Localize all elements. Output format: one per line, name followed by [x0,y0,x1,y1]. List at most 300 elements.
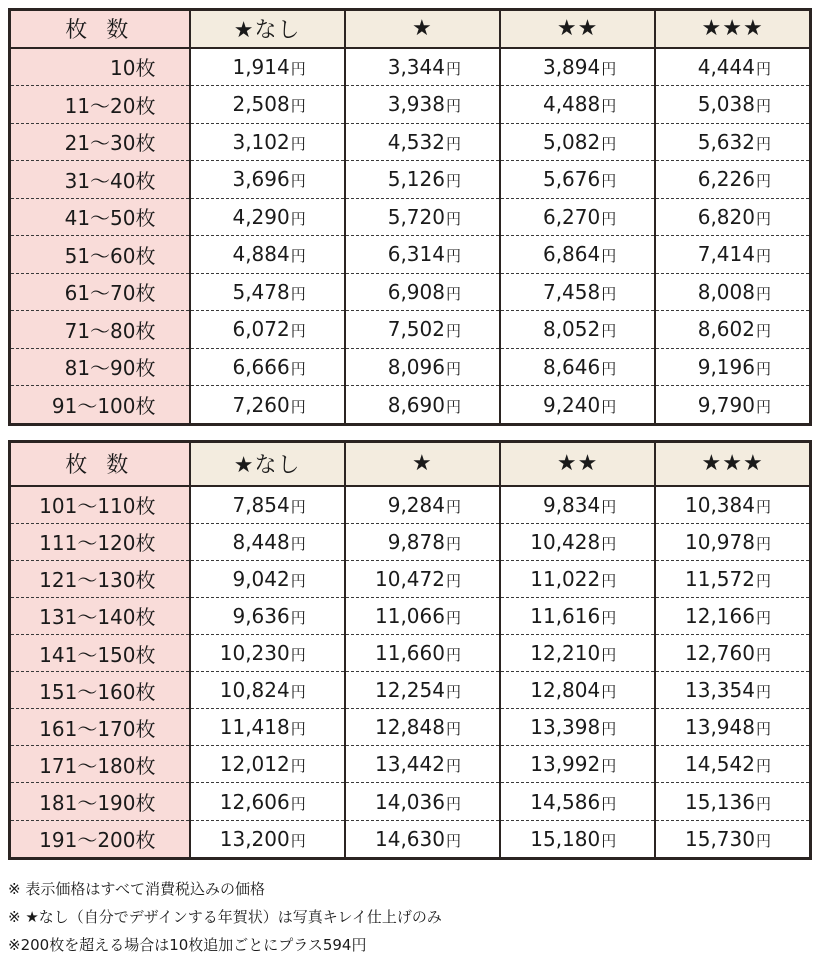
price-cell-two [500,635,655,672]
price-value: 5,676 [542,167,601,192]
currency-unit: 円 [755,322,771,341]
currency-unit: 円 [290,172,306,191]
price-cell-one [345,709,500,746]
price-cell-three [655,486,810,524]
price-cell-three [655,198,810,236]
price-cell-one [345,198,500,236]
price-cell-one [345,783,500,820]
table-row [10,236,811,274]
row-label: 161〜170枚 [10,709,190,746]
currency-unit: 円 [445,134,461,153]
price-cell-none [190,86,345,124]
currency-unit: 円 [290,831,306,850]
price-cell-three [655,348,810,386]
currency-unit: 円 [445,209,461,228]
price-value: 15,136 [685,789,755,814]
currency-unit: 円 [755,209,771,228]
price-value: 4,884 [232,242,290,267]
table-row [10,198,811,236]
table-header-row [10,442,811,486]
currency-unit: 円 [290,247,306,266]
currency-unit: 円 [290,359,306,378]
currency-unit: 円 [445,683,461,702]
header-two-star: ★★ [500,10,655,48]
table-body [10,486,811,859]
row-label: 171〜180枚 [10,746,190,783]
price-cell-two [500,386,655,425]
currency-unit: 円 [601,646,617,665]
price-value: 14,036 [375,789,445,814]
currency-unit: 円 [445,172,461,191]
currency-unit: 円 [755,683,771,702]
row-label: 31〜40枚 [10,161,190,199]
price-value: 12,012 [219,752,290,777]
price-cell-three [655,236,810,274]
price-value: 5,126 [387,167,445,192]
price-cell-two [500,86,655,124]
currency-unit: 円 [290,134,306,153]
table-row [10,783,811,820]
row-label: 10枚 [10,48,190,86]
currency-unit: 円 [601,683,617,702]
price-cell-none [190,311,345,349]
price-value: 15,730 [685,826,755,851]
currency-unit: 円 [755,59,771,78]
price-cell-none [190,123,345,161]
price-value: 11,616 [530,603,601,628]
price-cell-one [345,386,500,425]
price-value: 12,760 [685,641,755,666]
price-value: 11,418 [219,715,290,740]
currency-unit: 円 [601,757,617,776]
table-header-row [10,10,811,48]
row-label: 101〜110枚 [10,486,190,524]
table-row [10,709,811,746]
table-body [10,48,811,425]
price-value: 5,478 [232,279,290,304]
price-cell-one [345,348,500,386]
currency-unit: 円 [755,284,771,303]
price-value: 7,458 [542,279,601,304]
price-cell-one [345,560,500,597]
currency-unit: 円 [755,172,771,191]
table-row [10,311,811,349]
price-cell-three [655,709,810,746]
price-cell-none [190,348,345,386]
currency-unit: 円 [445,322,461,341]
price-value: 8,008 [697,279,755,304]
price-value: 13,354 [685,678,755,703]
price-value: 9,240 [542,392,601,417]
price-value: 14,630 [375,826,445,851]
price-value: 13,948 [685,715,755,740]
price-value: 6,314 [387,242,445,267]
currency-unit: 円 [601,831,617,850]
currency-unit: 円 [445,397,461,416]
currency-unit: 円 [445,720,461,739]
footnote-no-star: ※ ★なし（自分でデザインする年賀状）は写真キレイ仕上げのみ [8,908,442,926]
price-cell-one [345,597,500,634]
price-value: 10,978 [685,529,755,554]
table-row [10,86,811,124]
price-value: 6,270 [542,204,601,229]
row-label: 91〜100枚 [10,386,190,425]
row-label: 151〜160枚 [10,672,190,709]
price-cell-two [500,672,655,709]
row-label: 111〜120枚 [10,523,190,560]
price-cell-two [500,560,655,597]
table-row [10,48,811,86]
row-label: 11〜20枚 [10,86,190,124]
price-cell-three [655,635,810,672]
currency-unit: 円 [290,209,306,228]
table-row [10,820,811,858]
price-cell-two [500,746,655,783]
price-cell-two [500,123,655,161]
price-cell-three [655,560,810,597]
currency-unit: 円 [290,571,306,590]
currency-unit: 円 [290,683,306,702]
price-value: 10,824 [219,678,290,703]
price-cell-three [655,597,810,634]
price-value: 6,666 [232,354,290,379]
price-value: 9,878 [387,529,445,554]
price-value: 11,066 [375,603,445,628]
price-cell-none [190,783,345,820]
currency-unit: 円 [445,97,461,116]
table-row [10,486,811,524]
price-value: 9,834 [542,492,601,517]
price-cell-none [190,198,345,236]
price-cell-three [655,746,810,783]
currency-unit: 円 [290,757,306,776]
price-value: 7,854 [232,492,290,517]
price-value: 5,632 [697,129,755,154]
currency-unit: 円 [445,497,461,516]
price-cell-two [500,236,655,274]
row-label: 191〜200枚 [10,820,190,858]
currency-unit: 円 [755,247,771,266]
price-value: 5,082 [542,129,601,154]
price-cell-two [500,523,655,560]
currency-unit: 円 [601,720,617,739]
price-value: 6,908 [387,279,445,304]
price-cell-two [500,709,655,746]
price-cell-one [345,273,500,311]
price-value: 11,022 [530,566,601,591]
price-value: 7,260 [232,392,290,417]
header-three-star: ★★★ [655,10,810,48]
price-cell-none [190,48,345,86]
price-value: 10,230 [219,641,290,666]
price-value: 3,102 [232,129,290,154]
currency-unit: 円 [601,497,617,516]
currency-unit: 円 [290,322,306,341]
header-one-star: ★ [345,442,500,486]
price-value: 4,444 [697,54,755,79]
currency-unit: 円 [445,608,461,627]
price-cell-one [345,635,500,672]
currency-unit: 円 [755,359,771,378]
price-cell-one [345,48,500,86]
price-cell-none [190,161,345,199]
price-value: 15,180 [530,826,601,851]
currency-unit: 円 [755,831,771,850]
price-value: 4,290 [232,204,290,229]
currency-unit: 円 [601,608,617,627]
header-no-star: ★なし [190,10,345,48]
price-cell-three [655,672,810,709]
currency-unit: 円 [290,284,306,303]
price-value: 12,254 [375,678,445,703]
row-label: 41〜50枚 [10,198,190,236]
price-cell-one [345,161,500,199]
price-cell-one [345,672,500,709]
currency-unit: 円 [601,97,617,116]
price-value: 13,200 [219,826,290,851]
table-row [10,635,811,672]
currency-unit: 円 [445,247,461,266]
row-label: 71〜80枚 [10,311,190,349]
price-value: 14,542 [685,752,755,777]
price-value: 3,894 [542,54,601,79]
currency-unit: 円 [755,97,771,116]
currency-unit: 円 [755,134,771,153]
price-value: 9,042 [232,566,290,591]
currency-unit: 円 [755,757,771,776]
price-value: 8,052 [542,317,601,342]
price-cell-none [190,236,345,274]
price-cell-one [345,86,500,124]
footnote-over-200: ※200枚を超える場合は10枚追加ごとにプラス594円 [8,936,367,954]
currency-unit: 円 [601,397,617,416]
price-value: 6,820 [697,204,755,229]
price-table-1 [8,8,812,426]
row-label: 121〜130枚 [10,560,190,597]
row-label: 51〜60枚 [10,236,190,274]
price-value: 1,914 [232,54,290,79]
header-count: 枚 数 [10,442,190,486]
price-table-2 [8,440,812,860]
price-value: 3,696 [232,167,290,192]
currency-unit: 円 [601,571,617,590]
price-value: 14,586 [530,789,601,814]
price-cell-one [345,486,500,524]
currency-unit: 円 [445,794,461,813]
currency-unit: 円 [290,720,306,739]
currency-unit: 円 [601,59,617,78]
price-value: 13,992 [530,752,601,777]
currency-unit: 円 [290,646,306,665]
price-cell-none [190,635,345,672]
price-cell-two [500,161,655,199]
currency-unit: 円 [755,646,771,665]
price-cell-none [190,746,345,783]
header-two-star: ★★ [500,442,655,486]
currency-unit: 円 [445,571,461,590]
price-cell-one [345,820,500,858]
table-row [10,348,811,386]
row-label: 131〜140枚 [10,597,190,634]
table-row [10,161,811,199]
price-cell-one [345,523,500,560]
price-value: 13,442 [375,752,445,777]
price-cell-two [500,48,655,86]
price-cell-none [190,486,345,524]
table-row [10,386,811,425]
price-cell-none [190,523,345,560]
price-value: 6,864 [542,242,601,267]
currency-unit: 円 [601,359,617,378]
price-value: 2,508 [232,92,290,117]
currency-unit: 円 [445,359,461,378]
row-label: 141〜150枚 [10,635,190,672]
price-cell-two [500,820,655,858]
currency-unit: 円 [601,209,617,228]
table-row [10,560,811,597]
price-value: 7,502 [387,317,445,342]
currency-unit: 円 [445,831,461,850]
price-cell-three [655,523,810,560]
price-cell-one [345,236,500,274]
price-value: 9,284 [387,492,445,517]
table-row [10,597,811,634]
price-value: 8,690 [387,392,445,417]
currency-unit: 円 [445,646,461,665]
currency-unit: 円 [290,608,306,627]
table-row [10,672,811,709]
currency-unit: 円 [755,720,771,739]
price-cell-one [345,311,500,349]
price-value: 12,606 [219,789,290,814]
currency-unit: 円 [755,397,771,416]
header-count: 枚 数 [10,10,190,48]
price-cell-none [190,273,345,311]
price-cell-one [345,746,500,783]
row-label: 81〜90枚 [10,348,190,386]
price-cell-two [500,198,655,236]
price-value: 9,196 [697,354,755,379]
price-value: 3,344 [387,54,445,79]
price-value: 11,572 [685,566,755,591]
currency-unit: 円 [445,284,461,303]
currency-unit: 円 [290,497,306,516]
price-value: 12,848 [375,715,445,740]
currency-unit: 円 [290,59,306,78]
price-cell-two [500,597,655,634]
price-value: 13,398 [530,715,601,740]
currency-unit: 円 [445,757,461,776]
currency-unit: 円 [290,97,306,116]
currency-unit: 円 [601,284,617,303]
price-cell-none [190,709,345,746]
currency-unit: 円 [290,794,306,813]
price-value: 12,166 [685,603,755,628]
price-value: 9,636 [232,603,290,628]
price-cell-three [655,123,810,161]
currency-unit: 円 [601,134,617,153]
price-cell-two [500,348,655,386]
header-three-star: ★★★ [655,442,810,486]
price-value: 4,532 [387,129,445,154]
row-label: 181〜190枚 [10,783,190,820]
currency-unit: 円 [755,534,771,553]
price-value: 3,938 [387,92,445,117]
price-value: 10,428 [530,529,601,554]
price-value: 5,720 [387,204,445,229]
row-label: 21〜30枚 [10,123,190,161]
price-cell-none [190,597,345,634]
currency-unit: 円 [290,397,306,416]
price-value: 9,790 [697,392,755,417]
price-value: 10,472 [375,566,445,591]
footnote-tax: ※ 表示価格はすべて消費税込みの価格 [8,880,266,898]
price-cell-two [500,486,655,524]
price-value: 5,038 [697,92,755,117]
currency-unit: 円 [601,247,617,266]
price-value: 8,096 [387,354,445,379]
price-cell-one [345,123,500,161]
price-cell-two [500,783,655,820]
price-value: 10,384 [685,492,755,517]
price-value: 7,414 [697,242,755,267]
currency-unit: 円 [755,608,771,627]
price-cell-three [655,86,810,124]
price-cell-three [655,48,810,86]
table-row [10,746,811,783]
price-value: 11,660 [375,641,445,666]
price-value: 8,448 [232,529,290,554]
footnotes [8,875,808,959]
price-cell-none [190,820,345,858]
currency-unit: 円 [601,794,617,813]
currency-unit: 円 [755,571,771,590]
table-row [10,523,811,560]
currency-unit: 円 [755,497,771,516]
header-one-star: ★ [345,10,500,48]
currency-unit: 円 [290,534,306,553]
price-value: 8,646 [542,354,601,379]
price-cell-three [655,311,810,349]
price-value: 4,488 [542,92,601,117]
currency-unit: 円 [445,534,461,553]
price-value: 8,602 [697,317,755,342]
currency-unit: 円 [445,59,461,78]
price-value: 12,210 [530,641,601,666]
price-cell-three [655,783,810,820]
currency-unit: 円 [601,534,617,553]
price-cell-none [190,672,345,709]
header-no-star: ★なし [190,442,345,486]
table-row [10,123,811,161]
price-value: 6,072 [232,317,290,342]
currency-unit: 円 [601,322,617,341]
price-cell-three [655,161,810,199]
price-cell-three [655,820,810,858]
price-cell-none [190,386,345,425]
row-label: 61〜70枚 [10,273,190,311]
price-value: 6,226 [697,167,755,192]
price-value: 12,804 [530,678,601,703]
price-cell-two [500,311,655,349]
table-row [10,273,811,311]
currency-unit: 円 [601,172,617,191]
currency-unit: 円 [755,794,771,813]
price-cell-two [500,273,655,311]
price-cell-none [190,560,345,597]
price-cell-three [655,273,810,311]
price-cell-three [655,386,810,425]
